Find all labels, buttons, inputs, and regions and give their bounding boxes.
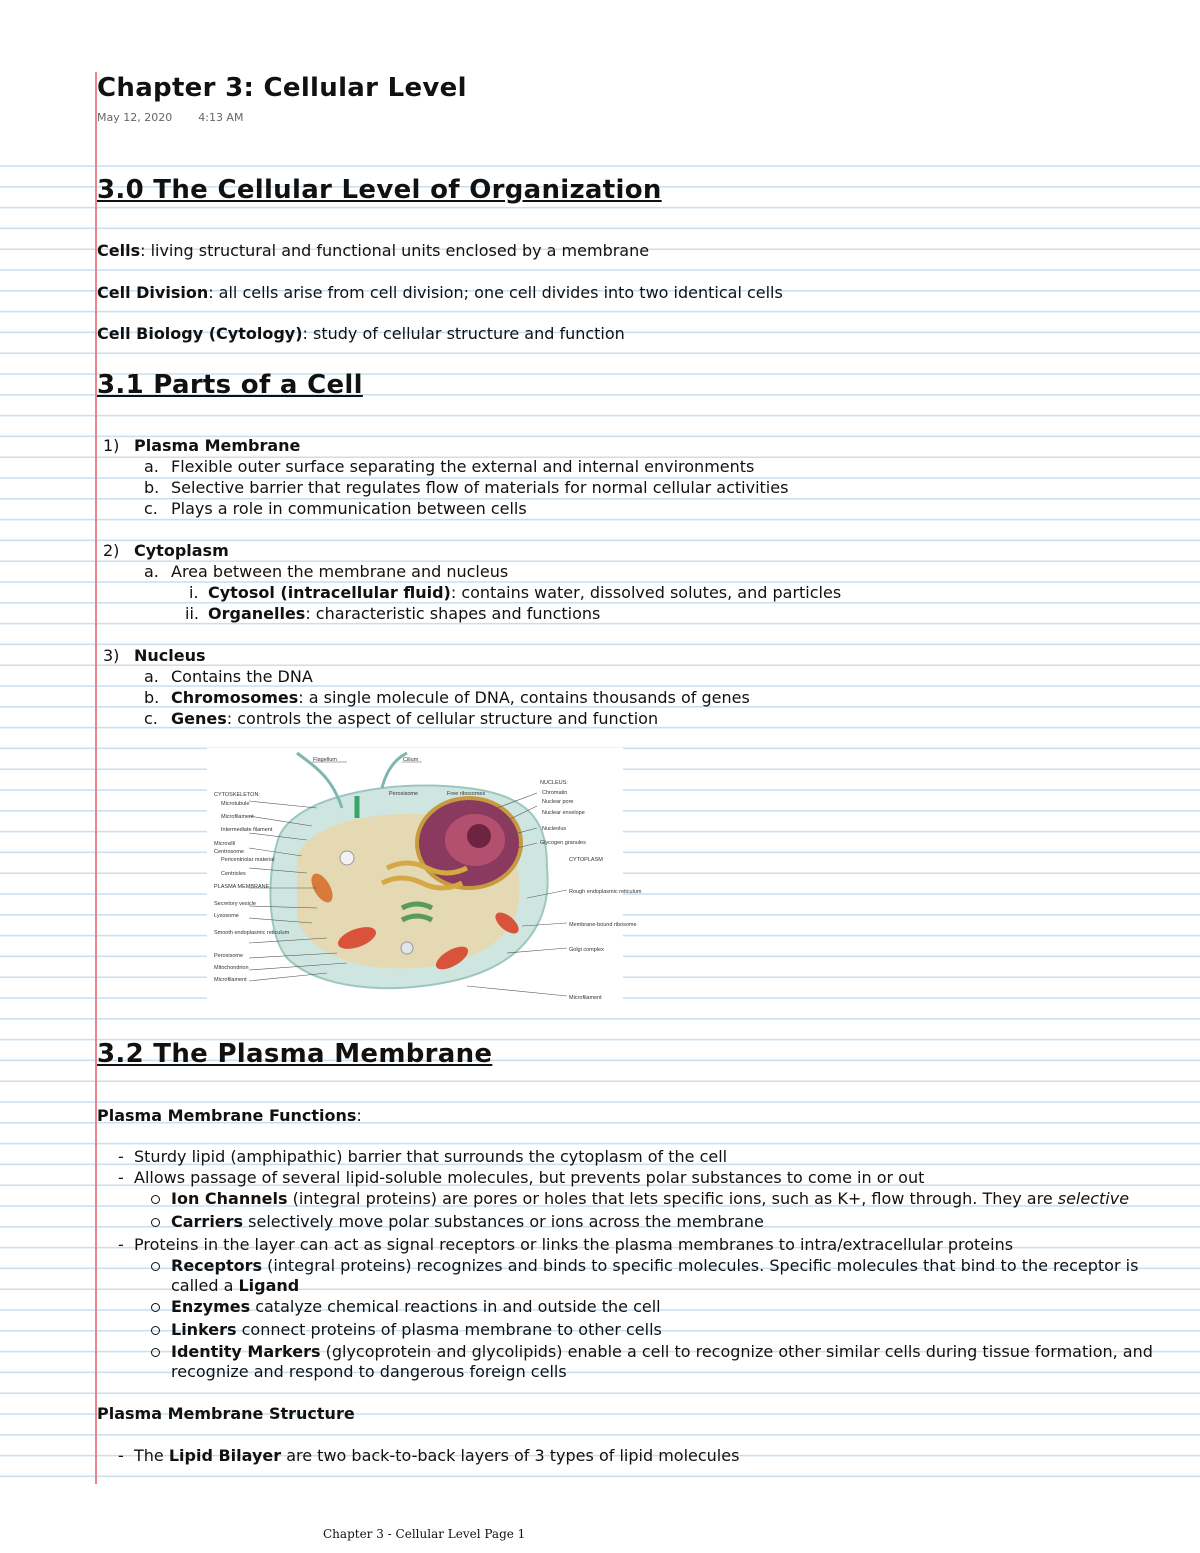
fig-label-peroxisome: Peroxisome <box>214 953 244 959</box>
fig-label-secretory: Secretory vesicle <box>214 901 256 907</box>
list-marker: c. <box>144 499 158 518</box>
page-timestamp <box>97 111 269 125</box>
fig-label-centrosome: Centrosome <box>214 849 244 855</box>
structure-label: Plasma Membrane Structure <box>97 1404 355 1423</box>
fig-label-smooth-er: Smooth endoplasmic reticulum <box>214 930 290 936</box>
section-heading-3-0: 3.0 The Cellular Level of Organization <box>97 175 662 205</box>
page-title: Chapter 3: Cellular Level <box>97 73 467 103</box>
fig-label-intermediate: Intermediate filament <box>221 827 273 833</box>
sub-bullet-enzymes: Enzymes catalyze chemical reactions in and outside the cell <box>171 1297 661 1316</box>
bullet-item: Sturdy lipid (amphipathic) barrier that surrounds the cytoplasm of the cell <box>134 1147 728 1166</box>
definition-cell-division: Cell Division: all cells arise from cell division; one cell divides into two identical cells <box>97 283 783 302</box>
fig-label-cilium: Cilium <box>403 757 419 763</box>
circle-bullet <box>151 1218 160 1227</box>
fig-label-cytoplasm: CYTOPLASM <box>569 857 603 863</box>
fig-label-free-ribosomes: Free ribosomes <box>447 791 486 797</box>
fig-label-mitochondrion: Mitochondrion <box>214 965 249 971</box>
fig-label-rough-er: Rough endoplasmic reticulum <box>569 889 642 895</box>
sub-bullet-linkers: Linkers connect proteins of plasma membrane to other cells <box>171 1320 662 1339</box>
list-item: Area between the membrane and nucleus <box>171 562 509 581</box>
circle-bullet <box>151 1348 160 1357</box>
part-cytoplasm: Cytoplasm <box>134 541 229 560</box>
list-item: Selective barrier that regulates flow of materials for normal cellular activities <box>171 478 789 497</box>
definition-cells: Cells: living structural and functional units enclosed by a membrane <box>97 241 650 260</box>
sub-item-cytosol: Cytosol (intracellular fluid): contains water, dissolved solutes, and particles <box>208 583 842 602</box>
fig-label-centrioles: Centrioles <box>221 871 246 877</box>
list-marker: b. <box>144 478 160 497</box>
list-marker: c. <box>144 709 158 728</box>
fig-label-nucleus: NUCLEUS: <box>540 780 568 786</box>
circle-bullet <box>151 1326 160 1335</box>
list-item: Plays a role in communication between cells <box>171 499 527 518</box>
list-marker: a. <box>144 457 159 476</box>
list-item: Contains the DNA <box>171 667 313 686</box>
list-item-chromosomes: Chromosomes: a single molecule of DNA, contains thousands of genes <box>171 688 750 707</box>
bullet-item: Allows passage of several lipid-soluble molecules, but prevents polar substances to come in or out <box>134 1168 925 1187</box>
dash-bullet: - <box>118 1446 124 1465</box>
fig-label-nuclear-envelope: Nuclear envelope <box>542 810 585 816</box>
sub-bullet-identity-markers-cont: recognize and respond to dangerous foreign cells <box>171 1362 567 1381</box>
fig-label-flagellum: Flagellum <box>313 757 337 763</box>
part-nucleus: Nucleus <box>134 646 206 665</box>
bullet-item: Proteins in the layer can act as signal receptors or links the plasma membranes to intra/extracellular proteins <box>134 1235 1014 1254</box>
sub-bullet-receptors-cont: called a Ligand <box>171 1276 300 1295</box>
fig-label-nucleolus: Nucleolus <box>542 826 567 832</box>
list-number: 2) <box>103 541 120 560</box>
fig-label-peroxisome-top: Peroxisome <box>389 791 419 797</box>
dash-bullet: - <box>118 1168 124 1187</box>
fig-label-nuclear-pore: Nuclear pore <box>542 799 574 805</box>
functions-label: Plasma Membrane Functions: <box>97 1106 362 1125</box>
fig-label-chromatin: Chromatin <box>542 790 568 796</box>
fig-label-microfilament: Microfilament <box>221 814 254 820</box>
bullet-lipid-bilayer: The Lipid Bilayer are two back-to-back layers of 3 types of lipid molecules <box>134 1446 740 1465</box>
page-footer: Chapter 3 - Cellular Level Page 1 <box>323 1527 526 1541</box>
page-date: May 12, 2020 <box>97 111 173 124</box>
list-marker: a. <box>144 667 159 686</box>
fig-label-membrane-bound: Membrane-bound ribosome <box>569 922 637 928</box>
section-heading-3-2: 3.2 The Plasma Membrane <box>97 1039 493 1069</box>
fig-label-pericentriolar: Pericentriolar material <box>221 857 275 863</box>
fig-label-microtubule: Microtubule <box>221 801 250 807</box>
circle-bullet <box>151 1303 160 1312</box>
sub-bullet-ion-channels: Ion Channels (integral proteins) are pores or holes that lets specific ions, such as K+, flow through. They are selective <box>171 1189 1130 1208</box>
fig-label-lysosome: Lysosome <box>214 913 239 919</box>
fig-label-microfilament-2: Microfilament <box>214 977 247 983</box>
list-marker: i. <box>189 583 199 602</box>
sub-item-organelles: Organelles: characteristic shapes and functions <box>208 604 601 623</box>
fig-label-glycogen: Glycogen granules <box>540 840 586 846</box>
list-marker: b. <box>144 688 160 707</box>
list-number: 1) <box>103 436 120 455</box>
sub-bullet-identity-markers: Identity Markers (glycoprotein and glycolipids) enable a cell to recognize other similar cells during tissue formation, and <box>171 1342 1153 1361</box>
fig-label-cytoskeleton: CYTOSKELETON: <box>214 792 260 798</box>
circle-bullet <box>151 1195 160 1204</box>
section-heading-3-1: 3.1 Parts of a Cell <box>97 370 363 400</box>
list-marker: ii. <box>185 604 199 623</box>
list-number: 3) <box>103 646 120 665</box>
dash-bullet: - <box>118 1147 124 1166</box>
sub-bullet-carriers: Carriers selectively move polar substances or ions across the membrane <box>171 1212 764 1231</box>
fig-label-plasma-membrane: PLASMA MEMBRANE <box>214 884 270 890</box>
fig-label-microfilament-3: Microfilament <box>569 995 602 1001</box>
definition-cytology: Cell Biology (Cytology): study of cellular structure and function <box>97 324 625 343</box>
page-time: 4:13 AM <box>198 111 244 124</box>
circle-bullet <box>151 1262 160 1271</box>
list-item: Flexible outer surface separating the external and internal environments <box>171 457 755 476</box>
list-item-genes: Genes: controls the aspect of cellular structure and function <box>171 709 659 728</box>
part-plasma-membrane: Plasma Membrane <box>134 436 301 455</box>
dash-bullet: - <box>118 1235 124 1254</box>
animal-cell-diagram <box>207 748 642 1005</box>
fig-label-microvilli: Microvilli <box>214 841 236 847</box>
sub-bullet-receptors: Receptors (integral proteins) recognizes and binds to specific molecules. Specific molecules that bind to the receptor is <box>171 1256 1139 1275</box>
list-marker: a. <box>144 562 159 581</box>
fig-label-golgi: Golgi complex <box>569 947 604 953</box>
